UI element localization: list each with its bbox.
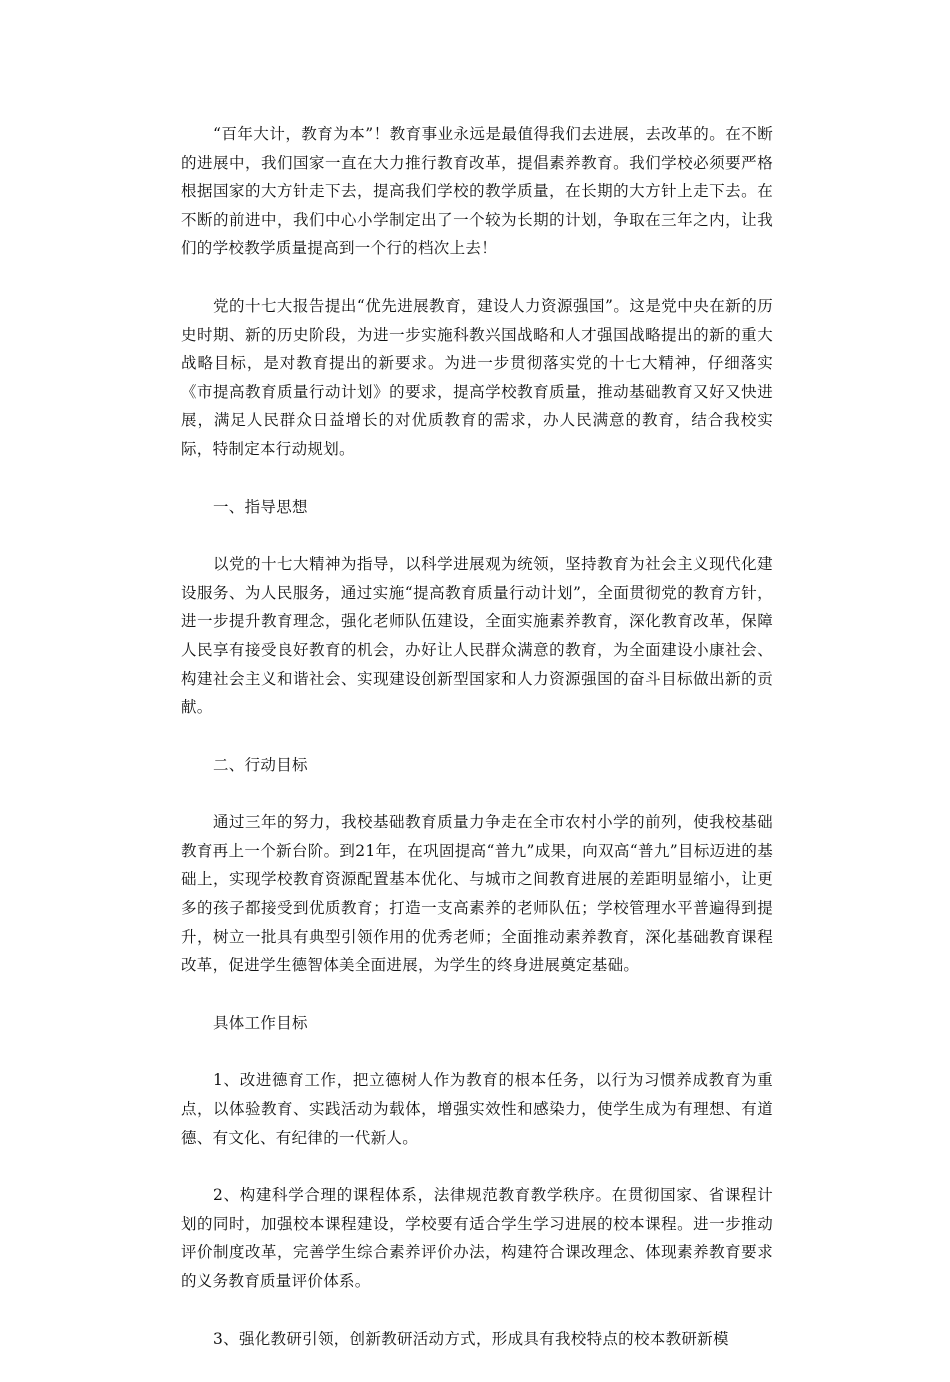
document-page (181, 120, 773, 1382)
section-heading-specific-goals: 具体工作目标 (213, 1013, 308, 1032)
section-heading-guiding-ideology: 一、指导思想 (213, 497, 308, 516)
guiding-ideology-paragraph: 以党的十七大精神为指导，以科学进展观为统领，坚持教育为社会主义现代化建设服务、为人民服务，通过实施“提高教育质量行动计划”，全面贯彻党的教育方针，进一步提升教育理念，强化老师队伍建设，全面实施素养教育，深化教育改革，保障人民享有接受良好教育的机会，办好让人民群众满意的教育，为全面建设小康社会、构建社会主义和谐社会、实现建设创新型国家和人力资源强国的奋斗目标做出新的贡献。 (181, 555, 773, 717)
goal-item-1: 1、改进德育工作，把立德树人作为教育的根本任务，以行为习惯养成教育为重点，以体验教育、实践活动为载体，增强实效性和感染力，使学生成为有理想、有道德、有文化、有纪律的一代新人。 (181, 1071, 773, 1147)
section-heading-action-goals: 二、行动目标 (213, 755, 308, 774)
action-goals-paragraph: 通过三年的努力，我校基础教育质量力争走在全市农村小学的前列，使我校基础教育再上一个新台阶。到21年，在巩固提高“普九”成果，向双高“普九”目标迈进的基础上，实现学校教育资源配置基本优化、与城市之间教育进展的差距明显缩小，让更多的孩子都接受到优质教育；打造一支高素养的老师队伍；学校管理水平普遍得到提升，树立一批具有典型引领作用的优秀老师；全面推动素养教育，深化基础教育课程改革，促进学生德智体美全面进展，为学生的终身进展奠定基础。 (181, 813, 773, 975)
goal-item-2: 2、构建科学合理的课程体系，法律规范教育教学秩序。在贯彻国家、省课程计划的同时，加强校本课程建设，学校要有适合学生学习进展的校本课程。进一步推动评价制度改革，完善学生综合素养评价办法，构建符合课改理念、体现素养教育要求的义务教育质量评价体系。 (181, 1186, 773, 1290)
intro-paragraph: “百年大计，教育为本”！教育事业永远是最值得我们去进展，去改革的。在不断的进展中，我们国家一直在大力推行教育改革，提倡素养教育。我们学校必须要严格根据国家的大方针走下去，提高我们学校的教学质量，在长期的大方针上走下去。在不断的前进中，我们中心小学制定出了一个较为长期的计划，争取在三年之内，让我们的学校教学质量提高到一个行的档次上去！ (181, 125, 773, 258)
goal-item-3: 3、强化教研引领，创新教研活动方式，形成具有我校特点的校本教研新模 (213, 1329, 729, 1348)
background-paragraph: 党的十七大报告提出“优先进展教育，建设人力资源强国”。这是党中央在新的历史时期、新的历史阶段，为进一步实施科教兴国战略和人才强国战略提出的新的重大战略目标，是对教育提出的新要求。为进一步贯彻落实党的十七大精神，仔细落实《市提高教育质量行动计划》的要求，提高学校教育质量，推动基础教育又好又快进展，满足人民群众日益增长的对优质教育的需求，办人民满意的教育，结合我校实际，特制定本行动规划。 (181, 296, 773, 458)
